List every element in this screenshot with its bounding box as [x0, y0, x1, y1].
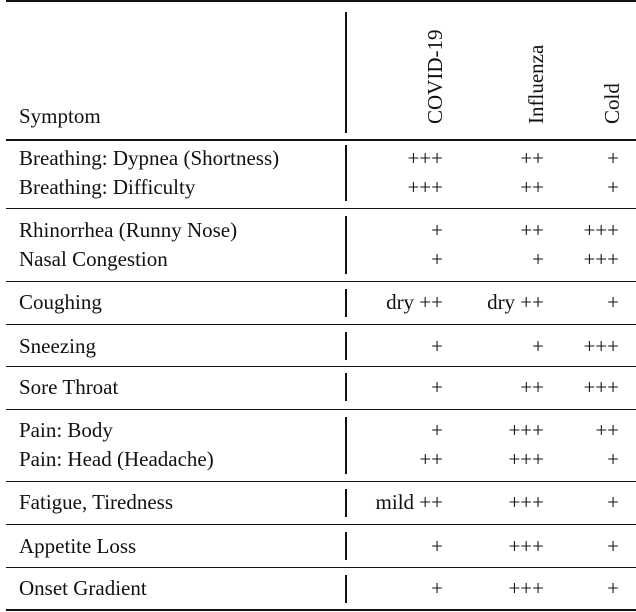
group-divider: [345, 575, 347, 603]
row-symptom: Pain: Head (Headache): [19, 447, 214, 471]
row-influenza: ++: [520, 175, 544, 199]
row-cold: +: [607, 175, 619, 199]
group-rule: [6, 324, 636, 325]
header-symptom: Symptom: [19, 104, 101, 128]
row-cold: +++: [583, 375, 619, 399]
header-rule: [6, 139, 636, 141]
row-influenza: +++: [508, 447, 544, 471]
row-covid: +: [431, 334, 443, 358]
row-symptom: Onset Gradient: [19, 576, 147, 600]
row-cold: +++: [583, 218, 619, 242]
row-covid: mild ++: [375, 490, 443, 514]
row-symptom: Breathing: Dypnea (Shortness): [19, 146, 280, 170]
row-influenza: ++: [520, 218, 544, 242]
row-covid: +: [431, 418, 443, 442]
group-divider: [345, 289, 347, 317]
header-cold: Cold: [600, 83, 624, 124]
group-rule: [6, 208, 636, 209]
row-cold: ++: [595, 418, 619, 442]
row-symptom: Sneezing: [19, 334, 96, 358]
group-rule: [6, 567, 636, 568]
row-covid: ++: [419, 447, 443, 471]
row-influenza: +++: [508, 418, 544, 442]
group-divider: [345, 373, 347, 401]
row-covid: +: [431, 247, 443, 271]
row-covid: +: [431, 218, 443, 242]
group-divider: [345, 417, 347, 474]
table-top-rule: [6, 0, 636, 2]
row-covid: +: [431, 576, 443, 600]
group-rule: [6, 481, 636, 482]
row-cold: +: [607, 447, 619, 471]
row-symptom: Appetite Loss: [19, 534, 137, 558]
group-divider: [345, 145, 347, 201]
group-divider: [345, 532, 347, 560]
group-divider: [345, 332, 347, 360]
row-influenza: +: [532, 247, 544, 271]
row-symptom: Coughing: [19, 290, 102, 314]
row-symptom: Fatigue, Tiredness: [19, 490, 174, 514]
group-rule: [6, 281, 636, 282]
row-cold: +: [607, 576, 619, 600]
header-divider: [345, 12, 347, 133]
row-covid: +++: [407, 146, 443, 170]
group-rule: [6, 409, 636, 410]
group-rule: [6, 366, 636, 367]
group-rule: [6, 524, 636, 525]
row-covid: dry ++: [386, 290, 443, 314]
group-divider: [345, 489, 347, 517]
row-symptom: Rhinorrhea (Runny Nose): [19, 218, 238, 242]
row-covid: +: [431, 375, 443, 399]
row-influenza: dry ++: [487, 290, 544, 314]
group-divider: [345, 216, 347, 274]
row-symptom: Nasal Congestion: [19, 247, 168, 271]
row-cold: +++: [583, 247, 619, 271]
row-influenza: ++: [520, 375, 544, 399]
header-covid: COVID-19: [423, 29, 447, 124]
row-covid: +++: [407, 175, 443, 199]
row-symptom: Breathing: Difficulty: [19, 175, 196, 199]
row-influenza: +++: [508, 490, 544, 514]
row-influenza: +++: [508, 576, 544, 600]
table-bottom-rule: [6, 609, 636, 611]
header-influenza: Influenza: [524, 44, 548, 124]
row-cold: +++: [583, 334, 619, 358]
row-influenza: ++: [520, 146, 544, 170]
row-symptom: Sore Throat: [19, 375, 119, 399]
row-influenza: +++: [508, 534, 544, 558]
row-cold: +: [607, 490, 619, 514]
row-influenza: +: [532, 334, 544, 358]
row-cold: +: [607, 146, 619, 170]
row-covid: +: [431, 534, 443, 558]
row-cold: +: [607, 534, 619, 558]
row-cold: +: [607, 290, 619, 314]
row-symptom: Pain: Body: [19, 418, 113, 442]
